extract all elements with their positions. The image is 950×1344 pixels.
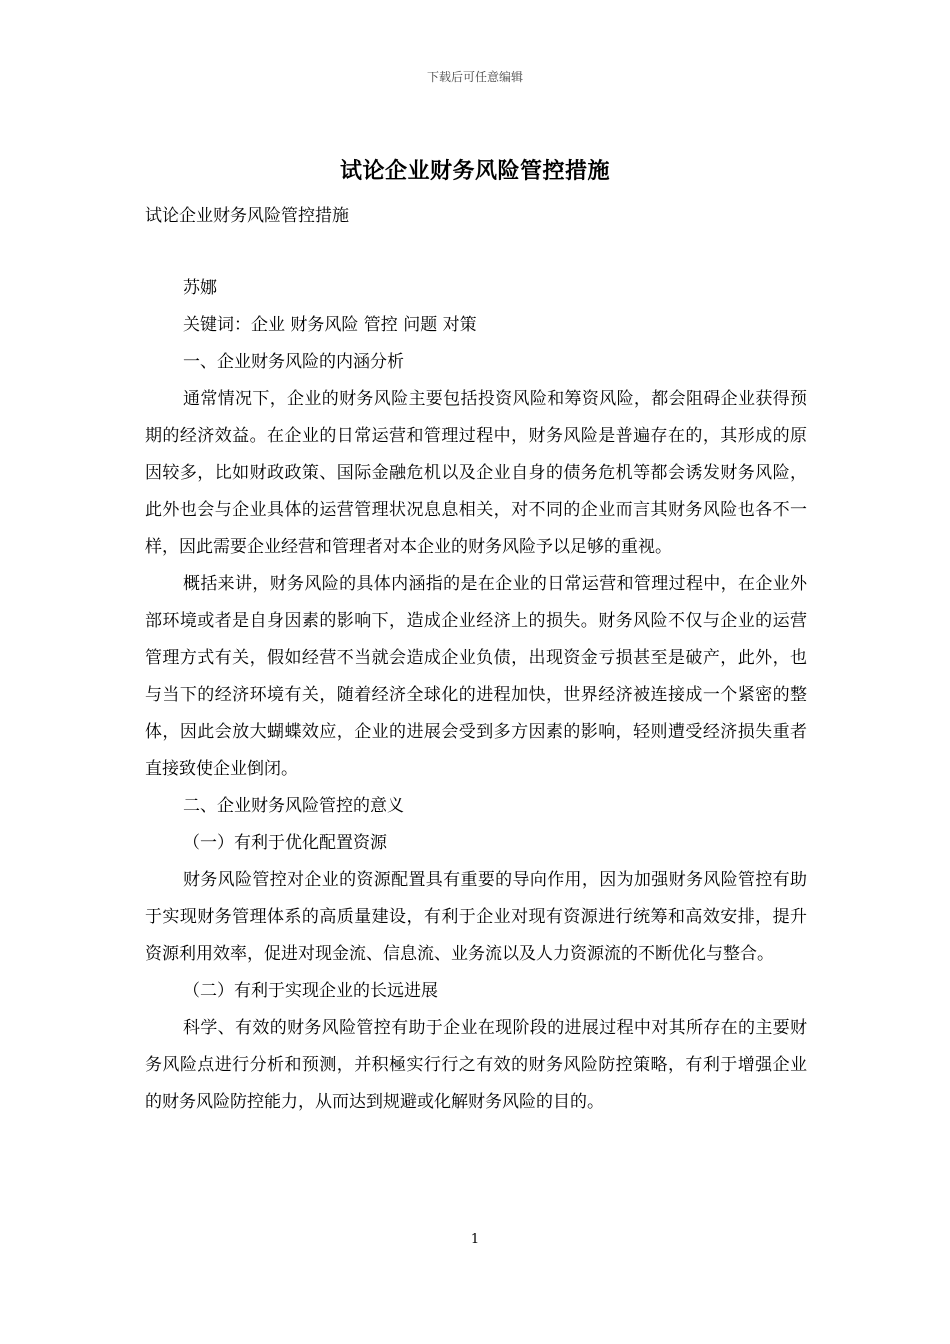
page-number: 1 xyxy=(470,1232,480,1247)
section-heading-1: 一、企业财务风险的内涵分析 xyxy=(183,352,404,372)
paragraph-2: 概括来讲，财务风险的具体内涵指的是在企业的日常运营和管理过程中，在企业外部环境或者是自身因素的影响下，造成企业经济上的损失。财务风险不仅与企业的运营管理方式有关，假如经营不当就会造成企业负债，出现资金亏损甚至是破产，此外，也与当下的经济环境有关，随着经济全球化的进程加快，世界经济被连接成一个紧密的整体，因此会放大蝴蝶效应，企业的进展会受到多方因素的影响，轻则遭受经济损失重者直接致使企业倒闭。 xyxy=(145,574,807,779)
keywords-line: 关键词：企业 财务风险 管控 问题 对策 xyxy=(183,315,477,335)
paragraph-3: 财务风险管控对企业的资源配置具有重要的导向作用，因为加强财务风险管控有助于实现财务管理体系的高质量建设，有利于企业对现有资源进行统筹和高效安排，提升资源利用效率，促进对现金流、信息流、业务流以及人力资源流的不断优化与整合。 xyxy=(145,870,807,964)
document-title: 试论企业财务风险管控措施 xyxy=(339,158,610,184)
subsection-heading-1: （一）有利于优化配置资源 xyxy=(183,833,387,853)
document-subtitle: 试论企业财务风险管控措施 xyxy=(145,206,349,226)
section-heading-2: 二、企业财务风险管控的意义 xyxy=(183,796,404,816)
subsection-heading-2: （二）有利于实现企业的长远进展 xyxy=(183,981,438,1001)
document-body xyxy=(145,270,807,1121)
author-line: 苏娜 xyxy=(183,278,217,298)
paragraph-4: 科学、有效的财务风险管控有助于企业在现阶段的进展过程中对其所存在的主要财务风险点进行分析和预测，并积極实行行之有效的财务风险防控策略，有利于增强企业的财务风险防控能力，从而达到规避或化解财务风险的目的。 xyxy=(145,1018,807,1112)
paragraph-1: 通常情况下，企业的财务风险主要包括投资风险和筹资风险，都会阻碍企业获得预期的经济效益。在企业的日常运营和管理过程中，财务风险是普遍存在的，其形成的原因较多，比如财政政策、国际金融危机以及企业自身的债务危机等都会诱发财务风险，此外也会与企业具体的运营管理状况息息相关，对不同的企业而言其财务风险也各不一样，因此需要企业经营和管理者对本企业的财务风险予以足够的重视。 xyxy=(145,389,807,557)
header-note: 下载后可任意编辑 xyxy=(426,70,523,84)
